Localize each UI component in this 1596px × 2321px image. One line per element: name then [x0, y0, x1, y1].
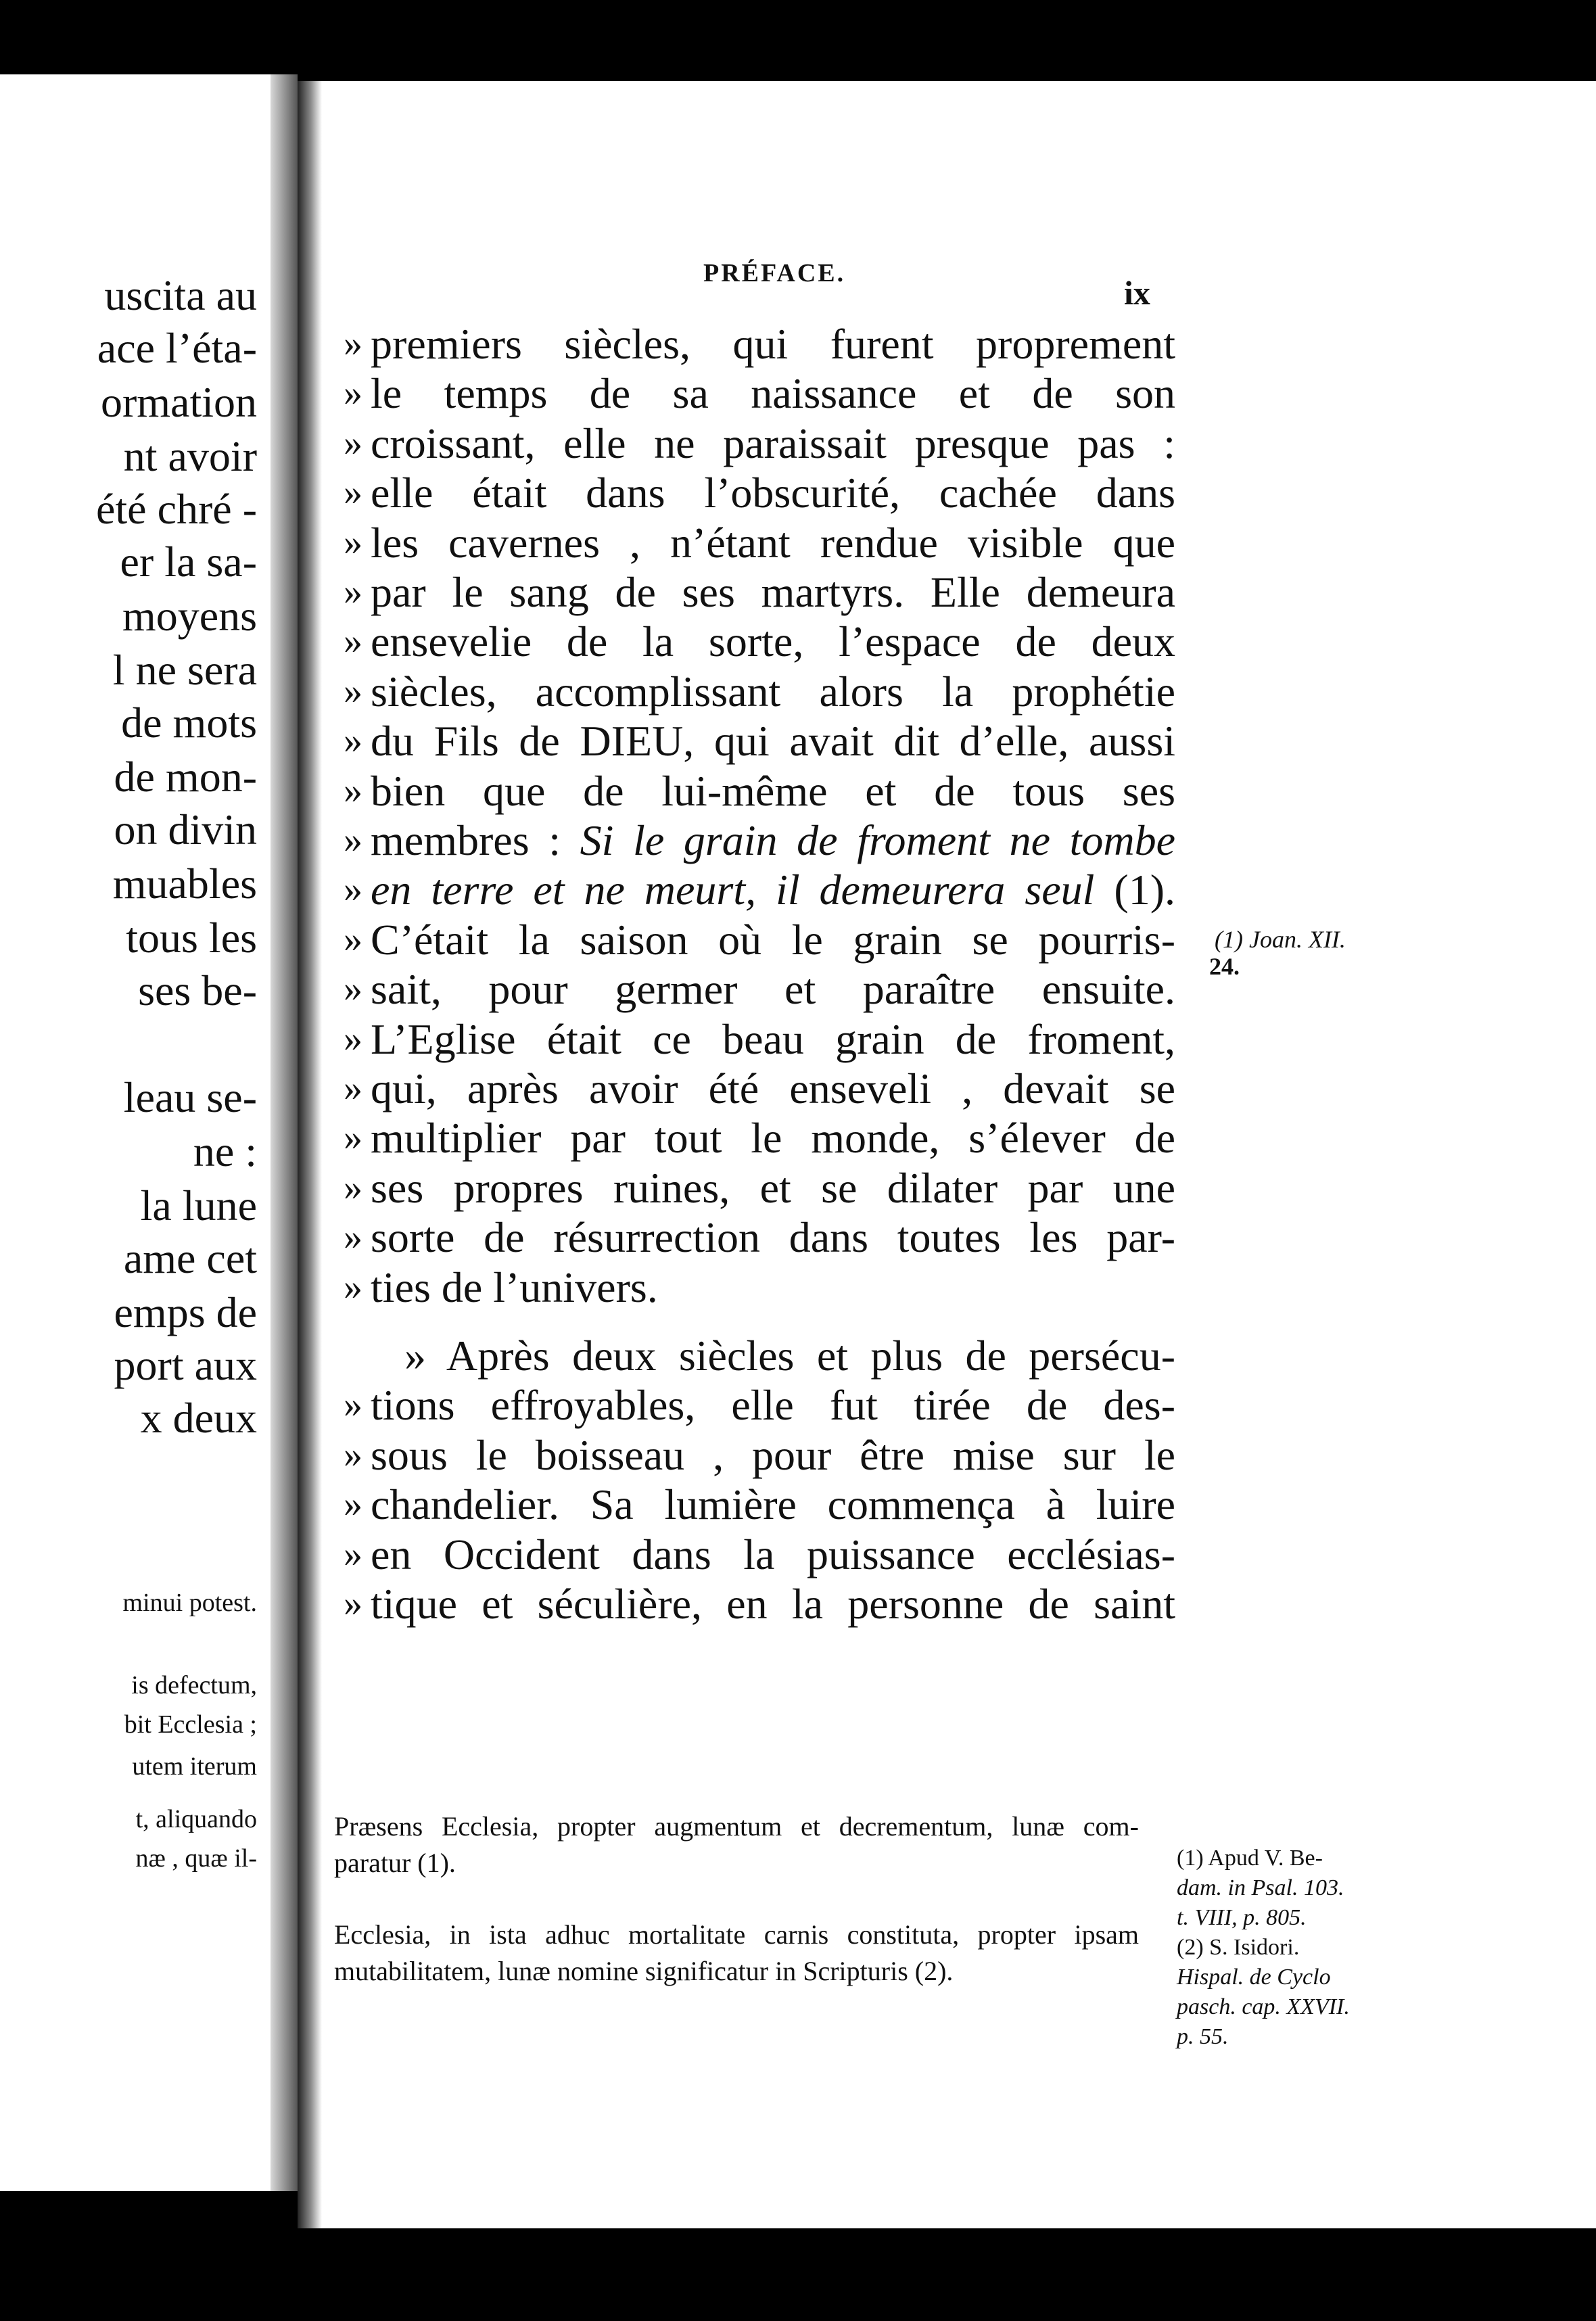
quote-mark: »	[344, 422, 362, 464]
left-page-line: x deux	[140, 1394, 257, 1442]
body-line	[371, 1530, 1175, 1580]
quote-mark: »	[344, 819, 362, 861]
left-page-line: on divin	[114, 805, 257, 853]
left-page-line: ormation	[100, 378, 257, 426]
body-line-text: le temps de sa naissance et de son	[371, 369, 1175, 417]
body-line	[371, 1430, 1175, 1480]
body-line-text: tions effroyables, elle fut tirée de des-	[371, 1381, 1175, 1429]
left-page-line: er la sa-	[120, 538, 257, 586]
body-line	[371, 816, 1175, 866]
body-line	[371, 865, 1175, 915]
body-line	[371, 518, 1175, 568]
left-page-line: ses be-	[138, 966, 257, 1014]
quote-mark: »	[344, 1384, 362, 1426]
body-line	[371, 667, 1175, 717]
quote-mark: »	[344, 868, 362, 910]
left-page-line: nt avoir	[123, 432, 257, 480]
left-page-line: tous les	[126, 914, 257, 962]
left-page-line: ne :	[193, 1127, 257, 1175]
left-page-line: ace l’éta-	[97, 324, 257, 372]
body-line	[371, 1064, 1175, 1114]
body-line	[371, 1163, 1175, 1213]
quote-mark: »	[344, 571, 362, 613]
left-page-note-line: bit Ecclesia ;	[124, 1710, 257, 1739]
body-line-text: ensevelie de la sorte, l’espace de deux	[371, 617, 1175, 665]
spine-shadow	[298, 81, 322, 2228]
body-line	[371, 1579, 1175, 1629]
left-page-line: été chré -	[95, 485, 257, 533]
quote-mark: »	[344, 1483, 362, 1525]
quote-mark: »	[344, 620, 362, 662]
quote-mark: »	[344, 670, 362, 712]
quote-mark: »	[344, 1067, 362, 1109]
body-line	[371, 369, 1175, 419]
quote-mark: »	[344, 1434, 362, 1476]
side-note-line-2: 24.	[1209, 953, 1240, 980]
body-line-text: » Après deux siècles et plus de persécu-	[404, 1332, 1175, 1380]
quote-mark: »	[344, 720, 362, 761]
footnote-margin-ref: t. VIII, p. 805.	[1177, 1905, 1307, 1930]
left-page-line: de mots	[121, 699, 257, 747]
body-line-text: L’Eglise était ce beau grain de froment,	[371, 1015, 1175, 1063]
quote-mark: »	[344, 1167, 362, 1209]
body-line-text: ses propres ruines, et se dilater par une	[371, 1164, 1175, 1212]
body-line-text: sait, pour germer et paraître ensuite.	[371, 965, 1175, 1013]
footnote-line: Ecclesia, in ista adhuc mortalitate carnis constituta, propter ipsam	[334, 1919, 1139, 1950]
left-page-line: de mon-	[114, 753, 257, 801]
body-line	[371, 766, 1175, 816]
body-line-roman: (1).	[1094, 866, 1175, 914]
body-line-text: C’était la saison où le grain se pourris-	[371, 916, 1175, 964]
side-note-line-1	[1215, 925, 1346, 954]
body-line-text: multiplier par tout le monde, s’élever de	[371, 1114, 1175, 1162]
left-page-note-line: is defectum,	[131, 1671, 257, 1699]
quote-mark: »	[344, 1582, 362, 1624]
body-line-roman: membres :	[371, 816, 580, 864]
body-line-text: par le sang de ses martyrs. Elle demeura	[371, 568, 1175, 616]
left-page-line: moyens	[122, 592, 257, 640]
footnote-margin-ref: p. 55.	[1177, 2024, 1229, 2049]
left-page-line: port aux	[114, 1341, 257, 1389]
body-line-text: bien que de lui-même et de tous ses	[371, 767, 1175, 815]
left-page-line: uscita au	[104, 271, 257, 319]
side-note-ref: (1) Joan. XII.	[1215, 926, 1346, 953]
body-line	[371, 468, 1175, 518]
body-line-text: siècles, accomplissant alors la prophétie	[371, 667, 1175, 716]
body-line	[371, 1213, 1175, 1263]
body-line	[371, 964, 1175, 1014]
book-gutter	[271, 74, 298, 2191]
body-line-text: sous le boisseau , pour être mise sur le	[371, 1431, 1175, 1479]
footnote-margin-ref: (2) S. Isidori.	[1177, 1935, 1300, 1960]
left-page-line: leau se-	[123, 1073, 257, 1121]
left-page-line: l ne sera	[112, 646, 257, 694]
body-line	[371, 319, 1175, 369]
page-number: ix	[1124, 274, 1150, 312]
body-line-text: qui, après avoir été enseveli , devait se	[371, 1064, 1175, 1112]
body-line-text: les cavernes , n’étant rendue visible que	[371, 519, 1175, 567]
left-page-line: emps de	[114, 1288, 257, 1336]
quote-mark: »	[344, 1117, 362, 1158]
quote-mark: »	[344, 1266, 362, 1308]
body-line-text: chandelier. Sa lumière commença à luire	[371, 1480, 1175, 1528]
body-line-italic: en terre et ne meurt, il demeurera seul	[371, 866, 1095, 914]
quote-mark: »	[344, 323, 362, 365]
quote-mark: »	[344, 1018, 362, 1060]
left-page-note-line: næ , quæ il-	[135, 1844, 257, 1873]
quote-mark: »	[344, 471, 362, 513]
body-line	[371, 915, 1175, 965]
footnote-margin-ref: Hispal. de Cyclo	[1177, 1965, 1331, 1990]
quote-mark: »	[344, 521, 362, 563]
body-line	[371, 1480, 1175, 1530]
left-page-line: la lune	[140, 1181, 257, 1229]
body-line-text: tique et séculière, en la personne de saint	[371, 1580, 1175, 1628]
body-line	[404, 1331, 1175, 1381]
quote-mark: »	[344, 1216, 362, 1258]
body-line	[371, 1113, 1175, 1163]
body-line-italic: Si le grain de froment ne tombe	[580, 816, 1176, 864]
left-page-line: ame cet	[123, 1234, 257, 1282]
left-page-note-line: t, aliquando	[135, 1805, 257, 1833]
body-line	[371, 1380, 1175, 1430]
left-page-note-line: utem iterum	[132, 1752, 257, 1781]
body-line-text: du Fils de DIEU, qui avait dit d’elle, aussi	[371, 717, 1175, 765]
body-line-text: ties de l’univers.	[371, 1263, 658, 1311]
left-page-note-line: minui potest.	[122, 1589, 257, 1617]
running-title: PRÉFACE.	[703, 259, 846, 287]
footnote-margin-ref: dam. in Psal. 103.	[1177, 1875, 1344, 1900]
footnote-line: paratur (1).	[334, 1848, 456, 1878]
footnote-margin-ref: (1) Apud V. Be-	[1177, 1846, 1323, 1871]
left-page-line: muables	[112, 860, 257, 908]
body-line-text: premiers siècles, qui furent proprement	[371, 320, 1175, 368]
body-line-text: croissant, elle ne paraissait presque pas :	[371, 419, 1175, 467]
body-line	[371, 567, 1175, 617]
footnote-margin-ref: pasch. cap. XXVII.	[1177, 1994, 1350, 2019]
quote-mark: »	[344, 968, 362, 1010]
body-line	[371, 419, 1175, 469]
body-line	[371, 716, 1175, 766]
body-line-text: en Occident dans la puissance ecclésias-	[371, 1530, 1175, 1578]
body-line	[371, 1014, 1175, 1064]
body-line	[371, 617, 1175, 667]
quote-mark: »	[344, 770, 362, 812]
body-line-text: elle était dans l’obscurité, cachée dans	[371, 469, 1175, 517]
footnote-line: mutabilitatem, lunæ nomine significatur in Scripturis (2).	[334, 1956, 954, 1986]
body-line-text: sorte de résurrection dans toutes les par-	[371, 1213, 1175, 1261]
quote-mark: »	[344, 1533, 362, 1575]
quote-mark: »	[344, 918, 362, 960]
quote-mark: »	[344, 372, 362, 414]
footnote-line: Præsens Ecclesia, propter augmentum et decrementum, lunæ com-	[334, 1811, 1139, 1842]
body-line	[371, 1263, 1175, 1313]
